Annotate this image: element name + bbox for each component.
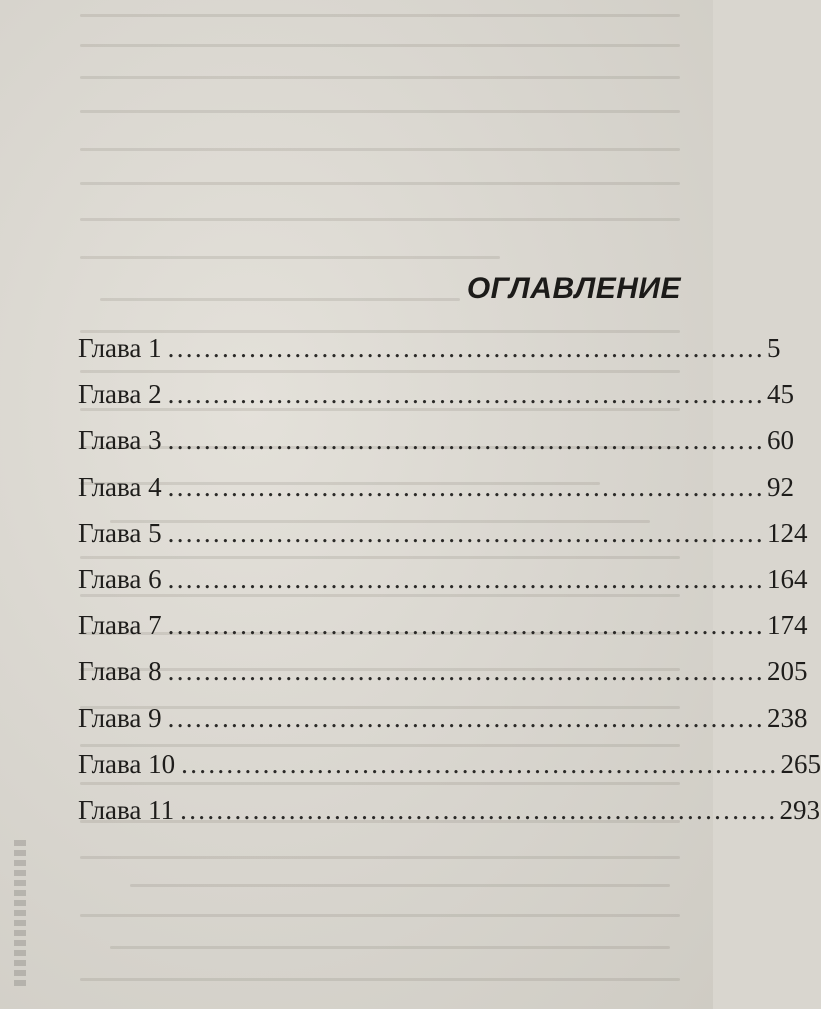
table-of-contents xyxy=(78,333,821,841)
toc-entry-label: Глава 8 xyxy=(78,656,162,687)
toc-leader-dots: .................................................................. xyxy=(167,517,765,548)
toc-title: ОГЛАВЛЕНИЕ xyxy=(466,272,681,305)
toc-entry-label: Глава 4 xyxy=(78,471,162,502)
toc-entry-page: 164 xyxy=(766,563,808,594)
toc-entry-page: 124 xyxy=(766,517,808,548)
toc-entry[interactable] xyxy=(78,563,808,610)
toc-entry-page: 205 xyxy=(766,656,808,687)
toc-entry[interactable] xyxy=(78,379,794,425)
toc-entry-page: 92 xyxy=(766,471,794,502)
toc-leader-dots: .................................................................. xyxy=(167,333,765,363)
toc-entry[interactable] xyxy=(78,425,794,471)
toc-entry-label: Глава 2 xyxy=(78,379,162,410)
toc-entry-label: Глава 5 xyxy=(78,517,162,548)
toc-entry[interactable] xyxy=(78,517,808,564)
spine-shadow xyxy=(14,840,26,990)
toc-leader-dots: .................................................................. xyxy=(167,379,765,410)
toc-leader-dots: .................................................................. xyxy=(181,748,779,779)
toc-leader-dots: .................................................................. xyxy=(167,610,765,641)
toc-entry-page: 265 xyxy=(780,748,821,779)
toc-entry[interactable] xyxy=(78,656,808,702)
toc-entry-page: 174 xyxy=(766,610,808,641)
toc-entry-label: Глава 7 xyxy=(78,610,162,641)
toc-leader-dots: .................................................................. xyxy=(167,702,765,733)
toc-leader-dots: .................................................................. xyxy=(167,656,765,687)
toc-entry-page: 45 xyxy=(766,379,794,410)
toc-entry-page: 60 xyxy=(766,425,794,456)
toc-entry-label: Глава 1 xyxy=(78,333,162,363)
toc-entry[interactable] xyxy=(78,471,794,518)
toc-leader-dots: .................................................................. xyxy=(180,794,778,825)
toc-leader-dots: .................................................................. xyxy=(167,425,765,456)
toc-entry[interactable] xyxy=(78,333,781,379)
toc-leader-dots: .................................................................. xyxy=(167,471,765,502)
toc-entry-label: Глава 6 xyxy=(78,563,162,594)
toc-entry-label: Глава 9 xyxy=(78,702,162,733)
toc-entry-label: Глава 11 xyxy=(78,794,175,825)
toc-entry[interactable] xyxy=(78,702,808,749)
toc-entry[interactable] xyxy=(78,794,820,841)
toc-entry-page: 5 xyxy=(766,333,781,363)
toc-entry-page: 293 xyxy=(779,794,820,825)
toc-entry-label: Глава 3 xyxy=(78,425,162,456)
toc-entry[interactable] xyxy=(78,610,808,656)
toc-leader-dots: .................................................................. xyxy=(167,563,765,594)
toc-entry-page: 238 xyxy=(766,702,808,733)
toc-entry[interactable] xyxy=(78,748,821,795)
toc-entry-label: Глава 10 xyxy=(78,748,176,779)
